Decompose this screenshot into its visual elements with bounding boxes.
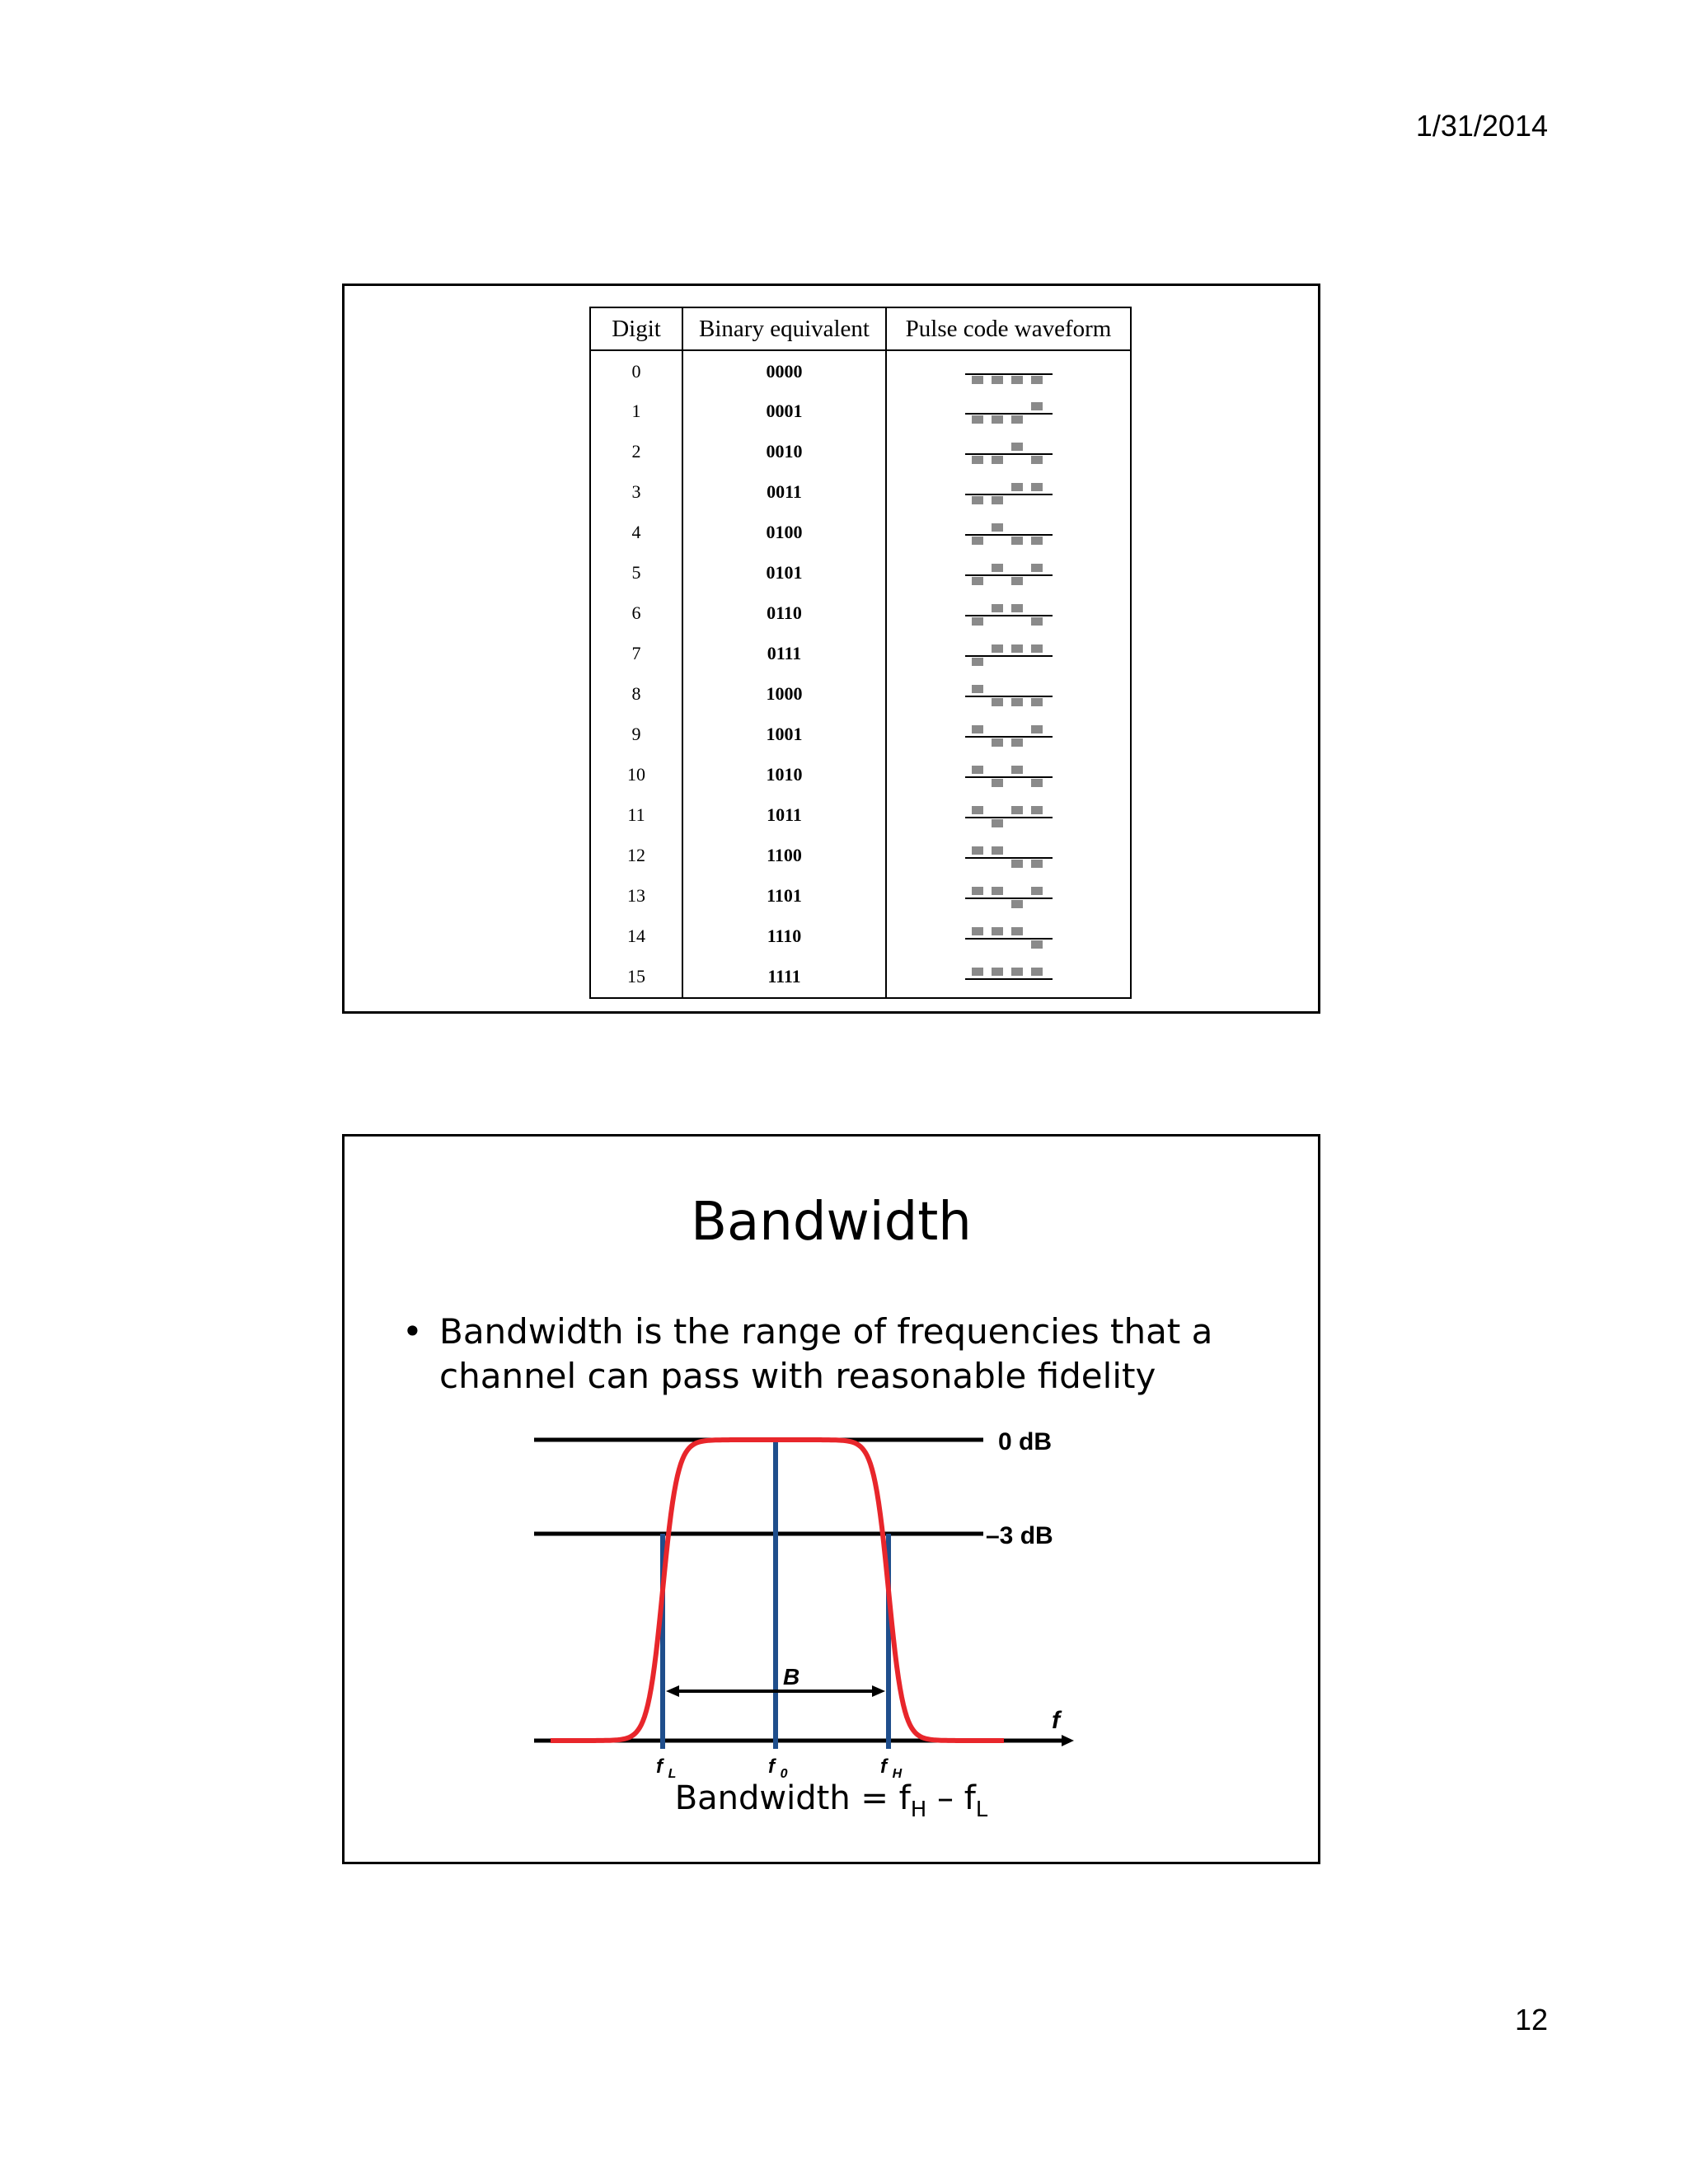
pulse-low: [1011, 900, 1023, 908]
cell-binary: 1111: [682, 957, 886, 998]
table-row: [590, 472, 1131, 513]
column-header-binary: Binary equivalent: [682, 307, 886, 350]
pulse-waveform: [964, 720, 1054, 748]
cell-binary: 1110: [682, 916, 886, 957]
pulse-low: [972, 577, 983, 585]
pulse-waveform: [964, 922, 1054, 950]
pulse-waveform: [964, 680, 1054, 708]
formula-mid: – f: [926, 1779, 976, 1817]
pulse-high: [972, 846, 983, 855]
cell-waveform: [886, 553, 1131, 593]
bandwidth-formula: [345, 1779, 1318, 1822]
label-fh-text: f: [880, 1755, 887, 1778]
bullet-text: [394, 1310, 1268, 1399]
pulse-low: [1011, 698, 1023, 706]
pulse-low: [1031, 617, 1043, 626]
label-fl: [656, 1755, 676, 1781]
table-row: [590, 391, 1131, 432]
cell-digit: 10: [590, 755, 682, 795]
cell-binary: 1001: [682, 715, 886, 755]
cell-waveform: [886, 674, 1131, 715]
bullet-content: Bandwidth is the range of frequencies that a channel can pass with reasonable fidelity: [439, 1311, 1213, 1396]
label-f0-text: f: [768, 1755, 775, 1778]
pulse-low: [992, 376, 1003, 384]
label-fh: [880, 1755, 903, 1781]
cell-digit: 13: [590, 876, 682, 916]
pulse-waveform: [964, 640, 1054, 668]
cell-waveform: [886, 916, 1131, 957]
label-frequency-f: f: [1052, 1707, 1060, 1734]
label-minus-3db: –3 dB: [986, 1522, 1053, 1549]
pulse-high: [972, 887, 983, 895]
pulse-high: [1031, 887, 1043, 895]
cell-waveform: [886, 755, 1131, 795]
bandwidth-arrow-right-head: [872, 1685, 885, 1697]
pulse-high: [972, 968, 983, 976]
cell-binary: 1100: [682, 836, 886, 876]
pulse-low: [972, 456, 983, 464]
pulse-low: [1031, 779, 1043, 787]
bandwidth-arrow-left-head: [666, 1685, 679, 1697]
cell-waveform: [886, 715, 1131, 755]
table-header-row: [590, 307, 1131, 350]
pulse-high: [972, 766, 983, 774]
pulse-high: [992, 564, 1003, 572]
pulse-high: [1031, 725, 1043, 733]
cell-binary: 0010: [682, 432, 886, 472]
table-row: [590, 593, 1131, 634]
table-row: [590, 432, 1131, 472]
pulse-waveform: [964, 882, 1054, 910]
pulse-low: [992, 496, 1003, 504]
cell-binary: 1011: [682, 795, 886, 836]
cell-binary: 0111: [682, 634, 886, 674]
pulse-high: [992, 644, 1003, 653]
page-number: 12: [1514, 2003, 1548, 2036]
table-row: [590, 876, 1131, 916]
pulse-low: [972, 415, 983, 424]
cell-binary: 0110: [682, 593, 886, 634]
label-0db: 0 dB: [998, 1428, 1053, 1455]
label-subscript: H: [892, 1767, 903, 1781]
pulse-high: [1031, 644, 1043, 653]
column-header-digit: Digit: [590, 307, 682, 350]
pulse-high: [992, 927, 1003, 935]
bandwidth-chart: [534, 1417, 1128, 1781]
column-header-waveform: Pulse code waveform: [886, 307, 1131, 350]
cell-binary: 1101: [682, 876, 886, 916]
table-row: [590, 350, 1131, 391]
pulse-high: [1011, 968, 1023, 976]
pulse-low: [1031, 940, 1043, 949]
table-row: [590, 674, 1131, 715]
slide-pcm-table: [342, 284, 1320, 1014]
pulse-waveform: [964, 559, 1054, 587]
pulse-low: [1011, 738, 1023, 747]
pulse-high: [1011, 766, 1023, 774]
pulse-waveform: [964, 963, 1054, 991]
pulse-waveform: [964, 801, 1054, 829]
pcm-table-body: [590, 350, 1131, 998]
pulse-high: [992, 968, 1003, 976]
pulse-high: [992, 604, 1003, 612]
pulse-low: [972, 537, 983, 545]
table-row: [590, 755, 1131, 795]
pulse-high: [972, 725, 983, 733]
cell-digit: 3: [590, 472, 682, 513]
pulse-waveform: [964, 761, 1054, 789]
table-row: [590, 553, 1131, 593]
cell-binary: 0000: [682, 350, 886, 391]
pulse-waveform: [964, 438, 1054, 466]
cell-digit: 1: [590, 391, 682, 432]
pulse-high: [1011, 483, 1023, 491]
cell-digit: 0: [590, 350, 682, 391]
cell-waveform: [886, 634, 1131, 674]
cell-waveform: [886, 593, 1131, 634]
label-subscript: L: [668, 1767, 677, 1781]
cell-waveform: [886, 350, 1131, 391]
pulse-waveform: [964, 358, 1054, 386]
pulse-low: [992, 779, 1003, 787]
formula-sub-h: H: [910, 1797, 927, 1822]
pulse-high: [1031, 402, 1043, 410]
cell-waveform: [886, 432, 1131, 472]
pulse-low: [1031, 376, 1043, 384]
pulse-high: [992, 887, 1003, 895]
pulse-high: [972, 806, 983, 814]
label-subscript: 0: [780, 1767, 788, 1781]
cell-digit: 2: [590, 432, 682, 472]
pulse-high: [1011, 806, 1023, 814]
cell-digit: 7: [590, 634, 682, 674]
pulse-high: [1031, 806, 1043, 814]
pulse-low: [972, 658, 983, 666]
cell-waveform: [886, 876, 1131, 916]
cell-waveform: [886, 795, 1131, 836]
cell-binary: 0101: [682, 553, 886, 593]
label-fl-text: f: [656, 1755, 663, 1778]
pcm-table: [589, 307, 1132, 999]
cell-waveform: [886, 836, 1131, 876]
cell-digit: 4: [590, 513, 682, 553]
pulse-high: [1011, 443, 1023, 451]
pulse-high: [1031, 968, 1043, 976]
cell-digit: 12: [590, 836, 682, 876]
table-row: [590, 715, 1131, 755]
pulse-low: [972, 496, 983, 504]
table-row: [590, 795, 1131, 836]
cell-binary: 0011: [682, 472, 886, 513]
pulse-waveform: [964, 397, 1054, 425]
pulse-low: [992, 738, 1003, 747]
pulse-low: [1031, 537, 1043, 545]
table-row: [590, 836, 1131, 876]
pulse-low: [972, 376, 983, 384]
cell-digit: 15: [590, 957, 682, 998]
pulse-waveform: [964, 599, 1054, 627]
pulse-high: [1011, 927, 1023, 935]
label-bandwidth-b: B: [783, 1664, 800, 1690]
label-f0: [768, 1755, 788, 1781]
pulse-low: [1031, 698, 1043, 706]
table-row: [590, 513, 1131, 553]
cell-digit: 5: [590, 553, 682, 593]
pulse-waveform: [964, 518, 1054, 546]
cell-waveform: [886, 391, 1131, 432]
table-row: [590, 957, 1131, 998]
cell-binary: 1010: [682, 755, 886, 795]
pulse-low: [1011, 376, 1023, 384]
formula-sub-l: L: [975, 1797, 988, 1822]
pulse-low: [1011, 537, 1023, 545]
cell-digit: 9: [590, 715, 682, 755]
cell-waveform: [886, 957, 1131, 998]
pulse-low: [992, 698, 1003, 706]
pulse-low: [1011, 860, 1023, 868]
pulse-high: [972, 685, 983, 693]
table-row: [590, 916, 1131, 957]
cell-binary: 0100: [682, 513, 886, 553]
pulse-low: [992, 456, 1003, 464]
formula-lhs: Bandwidth = f: [674, 1779, 911, 1817]
cell-digit: 14: [590, 916, 682, 957]
pulse-high: [972, 927, 983, 935]
pulse-waveform: [964, 478, 1054, 506]
cell-binary: 1000: [682, 674, 886, 715]
slide-title: Bandwidth: [691, 1192, 972, 1253]
header-date: 1/31/2014: [1415, 109, 1548, 143]
pulse-low: [992, 415, 1003, 424]
pulse-high: [1031, 483, 1043, 491]
pulse-low: [1011, 577, 1023, 585]
pulse-low: [1031, 860, 1043, 868]
table-row: [590, 634, 1131, 674]
cell-waveform: [886, 513, 1131, 553]
pulse-low: [992, 819, 1003, 827]
frequency-axis-arrowhead: [1062, 1735, 1074, 1746]
pulse-low: [1031, 456, 1043, 464]
pulse-high: [1011, 644, 1023, 653]
pulse-high: [1011, 604, 1023, 612]
pulse-waveform: [964, 841, 1054, 869]
cell-digit: 11: [590, 795, 682, 836]
pulse-high: [1031, 564, 1043, 572]
cell-binary: 0001: [682, 391, 886, 432]
cell-digit: 6: [590, 593, 682, 634]
cell-digit: 8: [590, 674, 682, 715]
slide-bandwidth: [342, 1134, 1320, 1864]
cell-waveform: [886, 472, 1131, 513]
bullet-dot: •: [402, 1311, 423, 1352]
pulse-high: [992, 846, 1003, 855]
pulse-high: [992, 523, 1003, 532]
pulse-low: [972, 617, 983, 626]
pulse-low: [1011, 415, 1023, 424]
